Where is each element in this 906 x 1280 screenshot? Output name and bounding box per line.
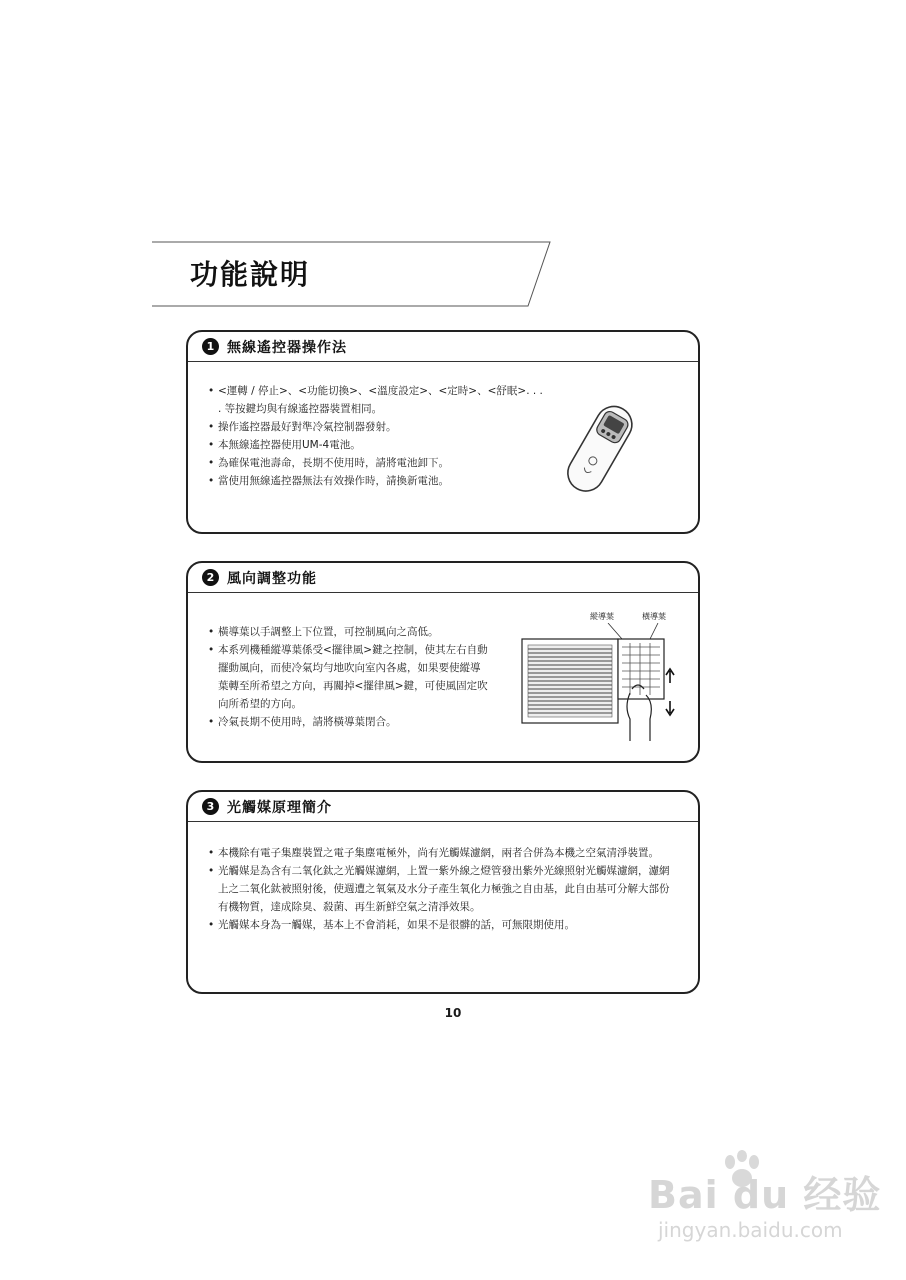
watermark-logo: Bai du 经验: [648, 1173, 882, 1217]
horizontal-louver-label: 橫導葉: [642, 612, 666, 621]
title-banner: [152, 240, 552, 308]
section-number-badge: 2: [202, 569, 219, 586]
louver-diagram: [518, 611, 678, 741]
section-number-badge: 1: [202, 338, 219, 355]
list-item: • 本系列機種縱導葉係受<擺律風>鍵之控制，使其左右自動擺動風向，而使冷氣均勻地吹向室內各處，如果要使縱導葉轉至所希望之方向，再關掉<擺律風>鍵，可使風固定吹向所希望的方向。: [208, 641, 488, 713]
vertical-louver-label: 縱導葉: [590, 612, 614, 621]
section-number-badge: 3: [202, 798, 219, 815]
section-header: [188, 563, 698, 593]
remote-control-illustration: [553, 400, 643, 500]
bullet-list: [208, 623, 488, 731]
list-item: • 本機除有電子集塵裝置之電子集塵電極外，尚有光觸媒濾網，兩者合併為本機之空氣清淨裝置。: [208, 844, 678, 862]
bullet-list: [208, 844, 678, 934]
list-item: • 光觸媒本身為一觸媒，基本上不會消耗，如果不是很髒的話，可無限期使用。: [208, 916, 678, 934]
baidu-watermark: [640, 1150, 890, 1260]
section-title: 風向調整功能: [227, 570, 317, 587]
list-item: • 操作遙控器最好對準冷氣控制器發射。: [208, 418, 548, 436]
list-item: • 本無線遙控器使用UM-4電池。: [208, 436, 548, 454]
list-item: • 冷氣長期不使用時，請將橫導葉閉合。: [208, 713, 488, 731]
section-title: 光觸媒原理簡介: [227, 799, 332, 816]
section-header: [188, 792, 698, 822]
list-item: • <運轉 / 停止>、<功能切換>、<溫度設定>、<定時>、<舒眠>. . . . 等按鍵均與有線遙控器裝置相同。: [208, 382, 548, 418]
section-title: 無線遙控器操作法: [227, 339, 347, 356]
bullet-list: [208, 382, 548, 490]
section-photocatalyst: [186, 790, 700, 994]
watermark-url: jingyan.baidu.com: [658, 1218, 843, 1242]
page-number: 10: [444, 1006, 462, 1020]
list-item: • 橫導葉以手調整上下位置，可控制風向之高低。: [208, 623, 488, 641]
section-header: [188, 332, 698, 362]
list-item: • 為確保電池壽命，長期不使用時，請將電池卸下。: [208, 454, 548, 472]
page-title: 功能說明: [190, 258, 311, 291]
list-item: • 光觸媒是為含有二氧化鈦之光觸媒濾網，上置一紫外線之燈管發出紫外光線照射光觸媒濾網，濾網上之二氧化鈦被照射後，使週遭之氧氣及水分子產生氧化力極強之自由基，此自由基可分解大部份有機物質，達成除臭、殺菌、再生新鮮空氣之清淨效果。: [208, 862, 678, 916]
list-item: • 當使用無線遙控器無法有效操作時，請換新電池。: [208, 472, 548, 490]
section-remote-control: [186, 330, 700, 534]
air-conditioner-grille-drawing: [518, 623, 678, 741]
section-air-direction: [186, 561, 700, 763]
